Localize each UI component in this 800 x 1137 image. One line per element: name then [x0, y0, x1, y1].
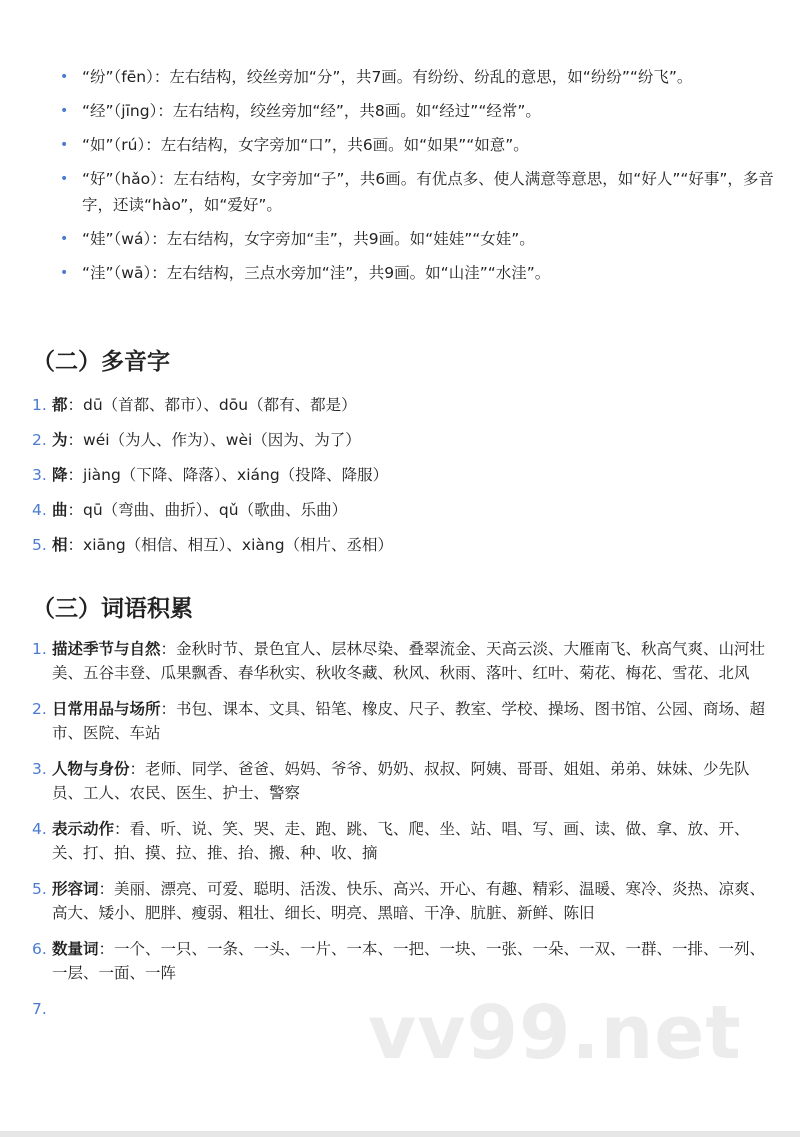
item-number: 3.	[32, 760, 47, 778]
item-label: 日常用品与场所	[52, 700, 161, 718]
item-text: “纷”（fēn）：左右结构，绞丝旁加“分”，共7画。有纷纷、纷乱的意思，如“纷纷”“纷飞”。	[82, 68, 693, 86]
list-item	[32, 757, 777, 805]
polyphone-list	[32, 393, 777, 557]
item-label: 人物与身份	[52, 760, 130, 778]
list-item	[32, 463, 777, 487]
list-item	[32, 393, 777, 417]
item-text: ：美丽、漂亮、可爱、聪明、活泼、快乐、高兴、开心、有趣、精彩、温暖、寒冷、炎热、凉爽、高大、矮小、肥胖、瘦弱、粗壮、细长、明亮、黑暗、干净、肮脏、新鲜、陈旧	[52, 880, 766, 922]
item-number: 1.	[32, 396, 47, 414]
list-item	[32, 428, 777, 452]
item-text: ：老师、同学、爸爸、妈妈、爷爷、奶奶、叔叔、阿姨、哥哥、姐姐、弟弟、妹妹、少先队员、工人、农民、医生、护士、警察	[52, 760, 750, 802]
bullet-icon: •	[60, 103, 69, 119]
item-text: ：xiāng（相信、相互）、xiàng（相片、丞相）	[67, 536, 394, 554]
item-label: 表示动作	[52, 820, 115, 838]
list-item	[58, 260, 778, 286]
section-heading-vocabulary: （三）词语积累	[32, 596, 193, 622]
item-number: 3.	[32, 466, 47, 484]
item-number: 2.	[32, 431, 47, 449]
item-text: ：看、听、说、笑、哭、走、跑、跳、飞、爬、坐、站、唱、写、画、读、做、拿、放、开、关、打、拍、摸、拉、推、抬、搬、种、收、摘	[52, 820, 750, 862]
item-label: 都	[52, 396, 68, 414]
list-item	[32, 498, 777, 522]
list-item	[32, 937, 777, 985]
list-item	[58, 226, 778, 252]
item-text: “洼”（wā）：左右结构，三点水旁加“洼”，共9画。如“山洼”“水洼”。	[82, 264, 551, 282]
list-item	[58, 166, 778, 218]
item-label: 数量词	[52, 940, 99, 958]
list-item	[32, 697, 777, 745]
item-number: 4.	[32, 820, 47, 838]
item-number: 5.	[32, 880, 47, 898]
item-label: 曲	[52, 501, 68, 519]
item-text: ：金秋时节、景色宜人、层林尽染、叠翠流金、天高云淡、大雁南飞、秋高气爽、山河壮美、五谷丰登、瓜果飘香、春华秋实、秋收冬藏、秋风、秋雨、落叶、红叶、菊花、梅花、雪花、北风	[52, 640, 766, 682]
item-label: 形容词	[52, 880, 99, 898]
item-text: “经”（jīng）：左右结构，绞丝旁加“经”，共8画。如“经过”“经常”。	[82, 102, 541, 120]
item-text: “好”（hǎo）：左右结构，女字旁加“子”，共6画。有优点多、使人满意等意思，如“好人”“好事”，多音字，还读“hào”，如“爱好”。	[82, 170, 774, 214]
watermark: vv99.net	[368, 990, 742, 1076]
item-label: 为	[52, 431, 68, 449]
vocabulary-list	[32, 637, 777, 1021]
list-item	[58, 64, 778, 90]
bullet-icon: •	[60, 171, 69, 187]
item-label: 描述季节与自然	[52, 640, 161, 658]
bullet-icon: •	[60, 137, 69, 153]
character-list	[58, 64, 778, 294]
item-number: 2.	[32, 700, 47, 718]
item-text: ：jiàng（下降、降落）、xiáng（投降、降服）	[67, 466, 389, 484]
list-item	[58, 132, 778, 158]
item-text: ：书包、课本、文具、铅笔、橡皮、尺子、教室、学校、操场、图书馆、公园、商场、超市、医院、车站	[52, 700, 766, 742]
item-text: ：一个、一只、一条、一头、一片、一本、一把、一块、一张、一朵、一双、一群、一排、一列、一层、一面、一阵	[52, 940, 766, 982]
item-number: 6.	[32, 940, 47, 958]
item-number: 1.	[32, 640, 47, 658]
bullet-icon: •	[60, 231, 69, 247]
bullet-icon: •	[60, 265, 69, 281]
list-item	[32, 817, 777, 865]
item-text: “如”（rú）：左右结构，女字旁加“口”，共6画。如“如果”“如意”。	[82, 136, 529, 154]
item-text: ：dū（首都、都市）、dōu（都有、都是）	[67, 396, 357, 414]
list-item	[32, 877, 777, 925]
item-number: 7.	[32, 1000, 47, 1018]
section-heading-polyphones: （二）多音字	[32, 349, 170, 375]
item-text: ：wéi（为人、作为）、wèi（因为、为了）	[67, 431, 361, 449]
item-text: ：qū（弯曲、曲折）、qǔ（歌曲、乐曲）	[67, 501, 348, 519]
item-label: 相	[52, 536, 68, 554]
page-bottom-divider	[0, 1131, 800, 1137]
bullet-icon: •	[60, 69, 69, 85]
item-text: “娃”（wá）：左右结构，女字旁加“圭”，共9画。如“娃娃”“女娃”。	[82, 230, 535, 248]
item-label: 降	[52, 466, 68, 484]
list-item	[58, 98, 778, 124]
item-number: 5.	[32, 536, 47, 554]
list-item	[32, 533, 777, 557]
item-number: 4.	[32, 501, 47, 519]
list-item	[32, 637, 777, 685]
